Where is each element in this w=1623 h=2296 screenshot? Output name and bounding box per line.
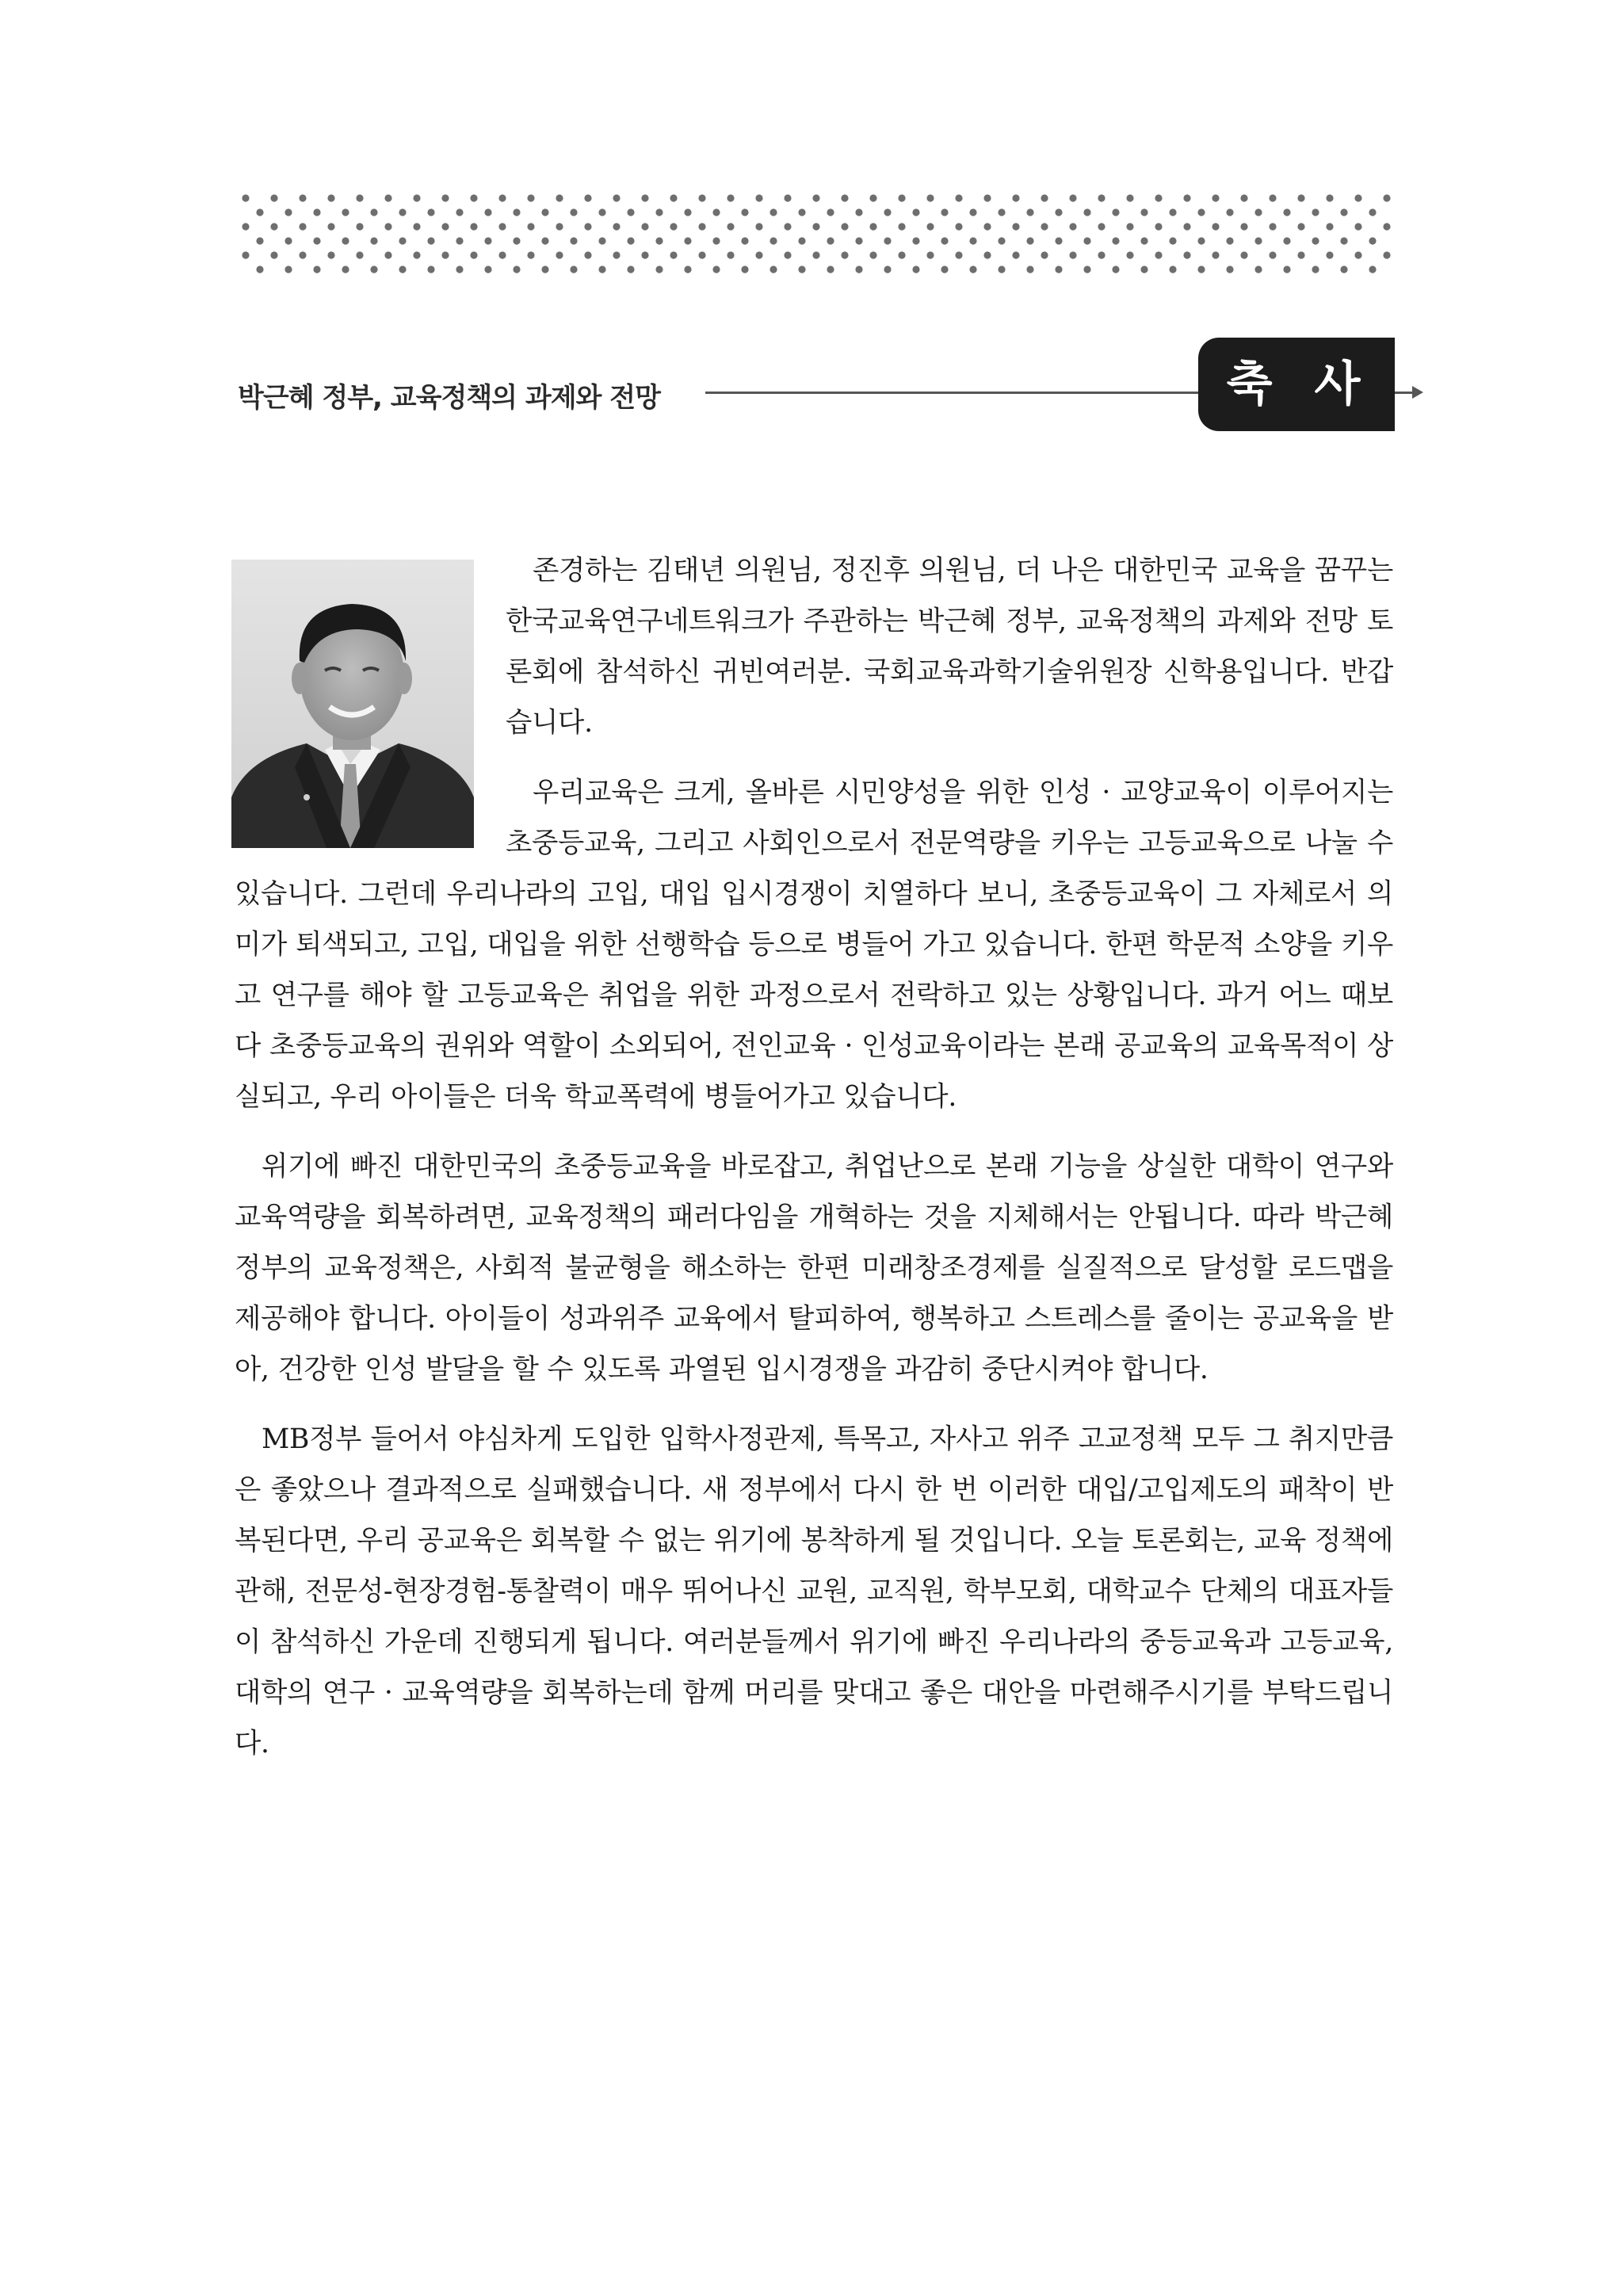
section-header (238, 338, 1395, 431)
paragraph-closing: MB정부 들어서 야심차게 도입한 입학사정관제, 특목고, 자사고 위주 고교정책 모두 그 취지만큼은 좋았으나 결과적으로 실패했습니다. 새 정부에서 다시 한 번 이러한 대입/고입제도의 패착이 반복된다면, 우리 공교육은 회복할 수 없는 위기에 봉착하게 될 것입니다. 오늘 토론회는, 교육 정책에 관해, 전문성-현장경험-통찰력이 매우 뛰어나신 교원, 교직원, 학부모회, 대학교수 단체의 대표자들이 참석하신 가운데 진행되게 됩니다. 여러분들께서 위기에 빠진 우리나라의 중등교육과 고등교육, 대학의 연구 · 교육역량을 회복하는데 함께 머리를 맞대고 좋은 대안을 마련해주시기를 부탁드립니다. (235, 1423, 1393, 1759)
paragraph-policy-reform: 위기에 빠진 대한민국의 초중등교육을 바로잡고, 취업난으로 본래 기능을 상실한 대학이 연구와 교육역량을 회복하려면, 교육정책의 패러다임을 개혁하는 것을 지체해서는 안됩니다. 따라 박근혜 정부의 교육정책은, 사회적 불균형을 해소하는 한편 미래창조경제를 실질적으로 달성할 로드맵을 제공해야 합니다. 아이들이 성과위주 교육에서 탈피하여, 행복하고 스트레스를 줄이는 공교육을 받아, 건강한 인성 발달을 할 수 있도록 과열된 입시경쟁을 과감히 중단시켜야 합니다. (235, 1151, 1393, 1385)
paragraph-greeting: 존경하는 김태년 의원님, 정진후 의원님, 더 나은 대한민국 교육을 꿈꾸는 한국교육연구네트워크가 주관하는 박근혜 정부, 교육정책의 과제와 전망 토론회에 참석하신 귀빈여러분. 국회교육과학기술위원장 신학용입니다. 반갑습니다. (506, 555, 1393, 739)
letter-body (235, 545, 1393, 1788)
photo-spacer (235, 545, 477, 865)
section-badge: 축 사 (1198, 338, 1395, 431)
dotted-header-pattern (238, 190, 1395, 277)
document-title: 박근혜 정부, 교육정책의 과제와 전망 (238, 382, 660, 414)
paragraph-education-overview: 우리교육은 크게, 올바른 시민양성을 위한 인성 · 교양교육이 이루어지는 초중등교육, 그리고 사회인으로서 전문역량을 키우는 고등교육으로 나눌 수 있습니다. 그런데 우리나라의 고입, 대입 입시경쟁이 치열하다 보니, 초중등교육이 그 자체로서 의미가 퇴색되고, 고입, 대입을 위한 선행학습 등으로 병들어 가고 있습니다. 한편 학문적 소양을 키우고 연구를 해야 할 고등교육은 취업을 위한 과정으로서 전락하고 있는 상황입니다. 과거 어느 때보다 초중등교육의 권위와 역할이 소외되어, 전인교육 · 인성교육이라는 본래 공교육의 교육목적이 상실되고, 우리 아이들은 더욱 학교폭력에 병들어가고 있습니다. (235, 777, 1393, 1113)
